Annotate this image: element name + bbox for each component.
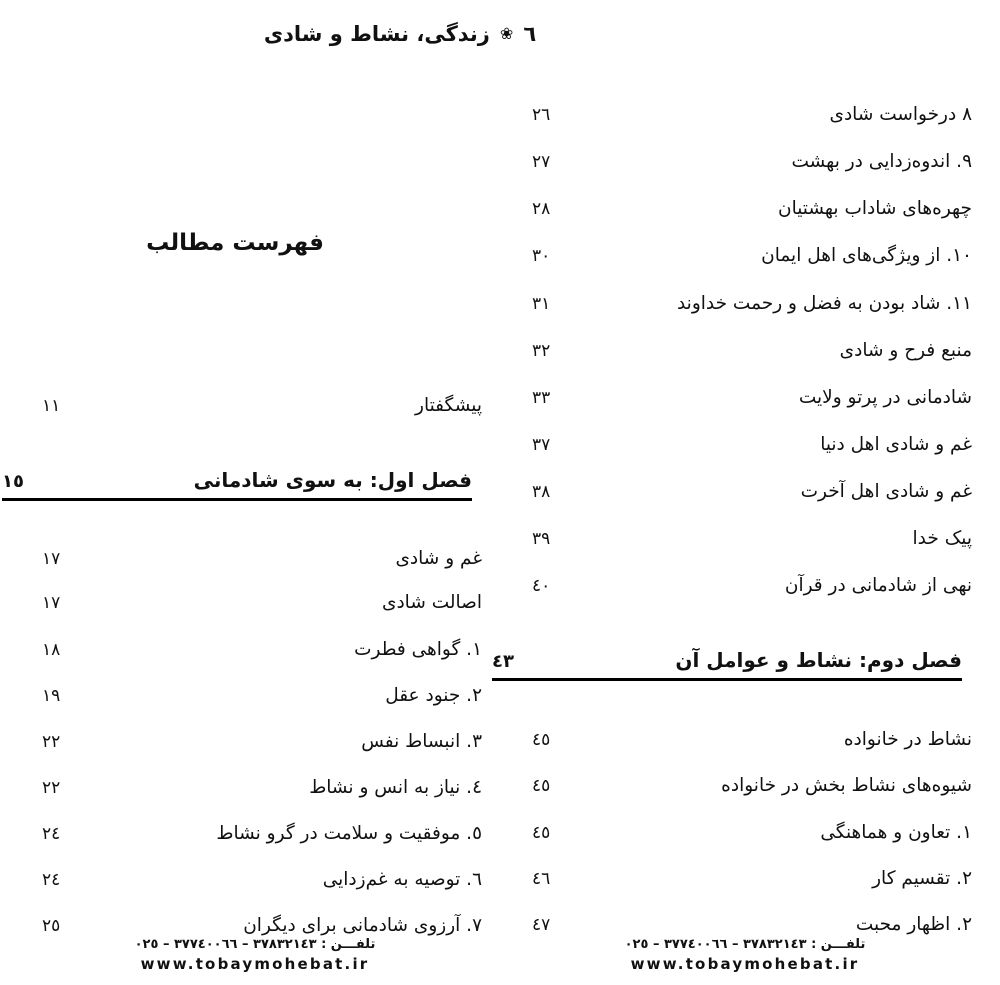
toc-entry-page: ٣٠	[532, 246, 551, 266]
toc-entry-label: ١٠. از ویژگی‌های اهل ایمان	[761, 245, 972, 266]
toc-entry-label: پیک خدا	[912, 528, 972, 549]
toc-entry-label: ٨ درخواست شادی	[829, 104, 972, 125]
toc-columns	[0, 70, 1000, 936]
toc-entry[interactable]	[510, 775, 980, 796]
toc-entry[interactable]	[510, 293, 980, 314]
toc-entry-page: ٢٥	[42, 916, 61, 936]
toc-entry-label: اصالت شادی	[381, 592, 482, 613]
footer-phone	[20, 937, 490, 952]
toc-entry-label: نشاط در خانواده	[843, 729, 972, 750]
toc-entry-page: ٣٢	[532, 341, 551, 361]
toc-entry-page: ٢٤	[42, 824, 61, 844]
toc-column-right	[492, 70, 980, 935]
toc-entry-label: شیوه‌های نشاط بخش در خانواده	[721, 775, 972, 796]
page-title: فهرست مطالب	[146, 230, 324, 256]
toc-entry[interactable]	[510, 245, 980, 266]
toc-entry[interactable]	[510, 481, 980, 502]
toc-entry-page: ١٩	[42, 686, 61, 706]
toc-entry-page: ٣٨	[532, 482, 551, 502]
toc-entry[interactable]	[510, 528, 980, 549]
toc-entry-label: ٧. آرزوی شادمانی برای دیگران	[243, 915, 482, 936]
toc-entry[interactable]	[510, 387, 980, 408]
toc-entry-label: چهره‌های شاداب بهشتیان	[778, 198, 972, 219]
toc-entry[interactable]	[20, 592, 490, 613]
toc-entry-label: غم و شادی	[395, 548, 482, 569]
toc-chapter-label: فصل اول: به سوی شادمانی	[193, 468, 472, 492]
toc-entry-label: شادمانی در پرتو ولایت	[798, 387, 972, 408]
toc-entry-page: ٤٧	[532, 915, 551, 935]
toc-entry[interactable]	[510, 151, 980, 172]
toc-entry[interactable]	[20, 731, 490, 752]
toc-entry-page: ١٨	[42, 640, 61, 660]
toc-entry-page: ٤٦	[532, 869, 551, 889]
toc-entry-page: ٢٢	[42, 732, 61, 752]
toc-entry-label: منبع فرح و شادی	[839, 340, 972, 361]
toc-entry-label: ٦. توصیه به غم‌زدایی	[322, 869, 482, 890]
toc-entry[interactable]	[20, 823, 490, 844]
toc-entry[interactable]	[20, 685, 490, 706]
toc-entry-label: پیشگفتار	[415, 395, 482, 416]
toc-entry-page: ٤٠	[532, 576, 551, 596]
toc-entry-page: ٣٣	[532, 388, 551, 408]
toc-entry-label: ١. گواهی فطرت	[354, 639, 482, 660]
footer-left	[20, 937, 490, 973]
toc-entry[interactable]	[20, 639, 490, 660]
toc-entry[interactable]	[510, 434, 980, 455]
toc-chapter-page: ٤٣	[492, 651, 514, 672]
toc-entry-page: ١٧	[42, 549, 61, 569]
toc-entry[interactable]	[20, 777, 490, 798]
toc-entry-label: ٤. نیاز به انس و نشاط	[309, 777, 482, 798]
toc-entry-label: ٣. انبساط نفس	[361, 731, 482, 752]
toc-entry-label: ٢. اظهار محبت	[855, 914, 972, 935]
footer-phone-label: تلفـــن :	[321, 937, 376, 952]
toc-column-left	[2, 70, 490, 936]
toc-entry[interactable]	[510, 868, 980, 889]
toc-entry-page: ٤٥	[532, 730, 551, 750]
toc-entry[interactable]	[20, 869, 490, 890]
toc-chapter-label: فصل دوم: نشاط و عوامل آن	[675, 648, 962, 672]
toc-entry[interactable]	[20, 915, 490, 936]
toc-entry-page: ٢٢	[42, 778, 61, 798]
footer-website[interactable]: www.tobaymohebat.ir	[630, 955, 860, 973]
toc-entry-page: ٢٤	[42, 870, 61, 890]
toc-chapter-page: ١٥	[2, 471, 24, 492]
toc-entry-label: ١. تعاون و هماهنگی	[820, 822, 972, 843]
toc-chapter-heading[interactable]	[492, 648, 962, 681]
flower-ornament-icon: ❀	[499, 24, 514, 43]
footer-website[interactable]: www.tobaymohebat.ir	[140, 955, 370, 973]
toc-entry-label: غم و شادی اهل دنیا	[820, 434, 972, 455]
toc-entry-page: ١٧	[42, 593, 61, 613]
toc-entry[interactable]	[510, 104, 980, 125]
book-title: زندگی، نشاط و شادی	[263, 22, 490, 46]
running-head	[0, 22, 1000, 46]
toc-entry-label: ١١. شاد بودن به فضل و رحمت خداوند	[676, 293, 972, 314]
toc-entry-page: ٣١	[532, 294, 551, 314]
toc-entry[interactable]	[510, 822, 980, 843]
toc-entry[interactable]	[20, 395, 490, 416]
toc-entry[interactable]	[510, 914, 980, 935]
toc-entry[interactable]	[510, 340, 980, 361]
footer-phone-label: تلفـــن :	[811, 937, 866, 952]
footer-right	[510, 937, 980, 973]
toc-entry-page: ٣٩	[532, 529, 551, 549]
toc-entry-page: ٤٥	[532, 823, 551, 843]
toc-entry-label: ٩. اندوه‌زدایی در بهشت	[791, 151, 972, 172]
toc-entry-page: ٢٧	[532, 152, 551, 172]
toc-entry[interactable]	[510, 575, 980, 596]
toc-entry-label: ٢. تقسیم کار	[872, 868, 972, 889]
footer-phone-numbers: ٣٧٨٣٢١٤٣ – ٣٧٧٤٠٠٦٦ – ٠٢٥	[134, 937, 317, 952]
toc-entry-page: ٢٨	[532, 199, 551, 219]
toc-entry-page: ٣٧	[532, 435, 551, 455]
toc-entry-label: غم و شادی اهل آخرت	[800, 481, 972, 502]
toc-chapter-heading[interactable]	[2, 468, 472, 501]
toc-entry-label: ٥. موفقیت و سلامت در گرو نشاط	[216, 823, 482, 844]
footer-phone-numbers: ٣٧٨٣٢١٤٣ – ٣٧٧٤٠٠٦٦ – ٠٢٥	[624, 937, 807, 952]
toc-entry-label: نهی از شادمانی در قرآن	[784, 575, 972, 596]
toc-entry-page: ٢٦	[532, 105, 551, 125]
toc-entry[interactable]	[510, 198, 980, 219]
toc-entry-page: ٤٥	[532, 776, 551, 796]
toc-entry-page: ١١	[42, 396, 61, 416]
toc-entry-label: ٢. جنود عقل	[385, 685, 482, 706]
toc-entry[interactable]	[510, 729, 980, 750]
page-number: ٦	[523, 22, 537, 46]
toc-entry[interactable]	[20, 548, 490, 569]
footer-phone	[510, 937, 980, 952]
